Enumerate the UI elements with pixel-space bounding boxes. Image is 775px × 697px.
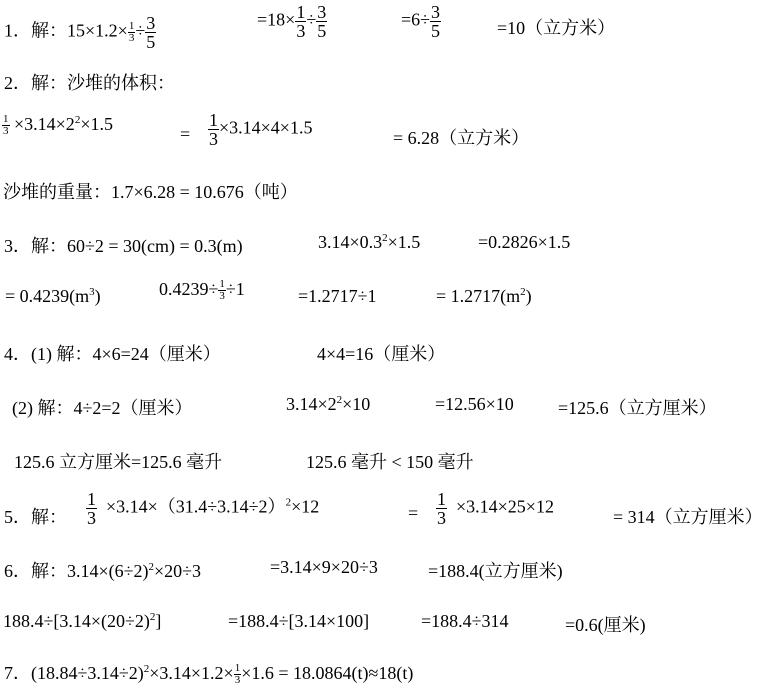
numerator: 1 — [128, 20, 135, 32]
sol1-part-a — [4, 14, 156, 51]
denominator: 5 — [431, 21, 441, 41]
fraction — [316, 3, 327, 40]
sol2-heading: 2．解：沙堆的体积： — [4, 73, 175, 93]
fraction — [295, 3, 306, 40]
sol3-part-b — [318, 232, 420, 253]
text: 3.14×0.3 — [318, 232, 383, 252]
text: ÷ — [306, 9, 317, 30]
text: =6÷ — [401, 9, 431, 30]
text: 188.4÷[3.14×(20÷2) — [3, 611, 150, 631]
text: 3.14×2 — [286, 394, 337, 414]
denominator: 3 — [209, 129, 218, 149]
text: ×3.14×4×1.5 — [219, 117, 313, 138]
numerator: 1 — [87, 489, 96, 509]
text: ) — [94, 286, 101, 306]
numerator: 1 — [437, 489, 446, 509]
sol3-part-e — [159, 279, 245, 302]
exponent: 2 — [143, 663, 150, 675]
numerator: 1 — [3, 113, 9, 126]
solution-7-line — [4, 659, 413, 686]
text: ×20÷3 — [154, 561, 202, 581]
exponent: 2 — [336, 394, 343, 406]
numerator: 1 — [296, 2, 306, 22]
text: 7．(18.84÷3.14÷2) — [4, 663, 144, 683]
sol2-part-b — [208, 111, 312, 148]
fraction — [145, 14, 156, 51]
exponent: 2 — [149, 611, 156, 623]
sol4-part-1-b: 4×4=16（厘米） — [317, 344, 446, 364]
numerator: 3 — [317, 2, 327, 22]
denominator: 5 — [317, 21, 327, 41]
sol6-part-c: =188.4(立方厘米) — [428, 561, 563, 581]
sol6-part-d — [3, 611, 161, 632]
denominator: 3 — [3, 125, 9, 138]
sol5-label: 5．解： — [4, 507, 67, 527]
sol2-volume-result: = 6.28（立方米） — [393, 128, 530, 148]
sol3-part-f: =1.2717÷1 — [298, 286, 377, 306]
sol3-part-a: 3．解：60÷2 = 30(cm) = 0.3(m) — [4, 236, 243, 256]
denominator: 3 — [219, 290, 225, 303]
sol6-part-f: =188.4÷314 — [421, 611, 509, 631]
sol3-part-c: =0.2826×1.5 — [478, 232, 571, 252]
numerator: 1 — [209, 110, 218, 130]
text: ×10 — [342, 394, 371, 414]
sol3-part-d — [5, 286, 101, 307]
fraction — [218, 279, 226, 302]
sol4-comparison: 125.6 毫升 < 150 毫升 — [306, 452, 474, 472]
text: ×1.5 — [387, 232, 421, 252]
text: = 0.4239(m — [5, 286, 90, 306]
sol6-part-e: =188.4÷[3.14×100] — [228, 611, 370, 631]
exponent: 2 — [382, 232, 388, 244]
sol4-conversion: 125.6 立方厘米=125.6 毫升 — [14, 452, 223, 472]
sol3-result — [436, 286, 532, 307]
sol6-part-a — [4, 557, 201, 583]
sol5-part-a — [86, 490, 319, 527]
sol1-result: =10（立方米） — [497, 18, 616, 38]
sol1-part-c — [401, 3, 441, 40]
denominator: 3 — [128, 32, 135, 44]
sol2-part-a — [2, 114, 113, 137]
denominator: 5 — [146, 32, 156, 52]
exponent: 2 — [520, 286, 526, 298]
sol6-result: =0.6(厘米) — [565, 615, 646, 635]
text: ÷ — [135, 20, 146, 41]
equals-sign: = — [408, 503, 419, 523]
sol6-part-b: =3.14×9×20÷3 — [270, 557, 378, 577]
text: =18× — [257, 9, 296, 30]
sol4-part-2-result: =125.6（立方厘米） — [558, 398, 717, 418]
text: 1．解：15×1.2× — [4, 20, 128, 41]
fraction — [208, 111, 219, 148]
text: ×3.14×1.2× — [149, 663, 234, 683]
exponent: 2 — [74, 114, 81, 126]
text: ) — [525, 286, 532, 306]
numerator: 3 — [431, 2, 441, 22]
denominator: 3 — [234, 674, 241, 687]
equals-sign: = — [180, 124, 191, 144]
text: ÷1 — [225, 279, 245, 299]
fraction — [430, 3, 441, 40]
text: ×3.14×2 — [14, 114, 75, 134]
sol4-part-2-c: =12.56×10 — [435, 394, 514, 414]
denominator: 3 — [87, 508, 96, 528]
sol4-part-1-a: 4．(1) 解：4×6=24（厘米） — [4, 344, 221, 364]
text: 0.4239÷ — [159, 279, 219, 299]
text: ×3.14×25×12 — [456, 496, 554, 517]
text: ×1.6 = 18.0864(t)≈18(t) — [241, 663, 414, 683]
fraction — [86, 490, 97, 527]
sol4-part-2-b — [286, 394, 370, 415]
sol5-result: = 314（立方厘米） — [613, 507, 763, 527]
numerator: 1 — [234, 662, 241, 675]
text: = 1.2717(m — [436, 286, 521, 306]
sol4-part-2-a: (2) 解：4÷2=2（厘米） — [12, 398, 193, 418]
text: ×3.14×（31.4÷3.14÷2） — [106, 496, 286, 517]
denominator: 3 — [296, 21, 306, 41]
numerator: 3 — [146, 13, 156, 33]
sol5-part-b — [436, 490, 554, 527]
exponent: 2 — [285, 496, 292, 509]
fraction — [436, 490, 447, 527]
text: ] — [155, 611, 162, 631]
numerator: 1 — [219, 278, 225, 291]
fraction — [2, 114, 10, 137]
text: ×12 — [291, 496, 320, 517]
exponent: 3 — [89, 286, 95, 298]
exponent: 2 — [148, 561, 155, 573]
denominator: 3 — [437, 508, 446, 528]
text: 6．解：3.14×(6÷2) — [4, 561, 149, 581]
sol1-part-b — [257, 3, 327, 40]
sol2-weight-line: 沙堆的重量：1.7×6.28 = 10.676（吨） — [3, 182, 298, 202]
text: ×1.5 — [80, 114, 113, 134]
